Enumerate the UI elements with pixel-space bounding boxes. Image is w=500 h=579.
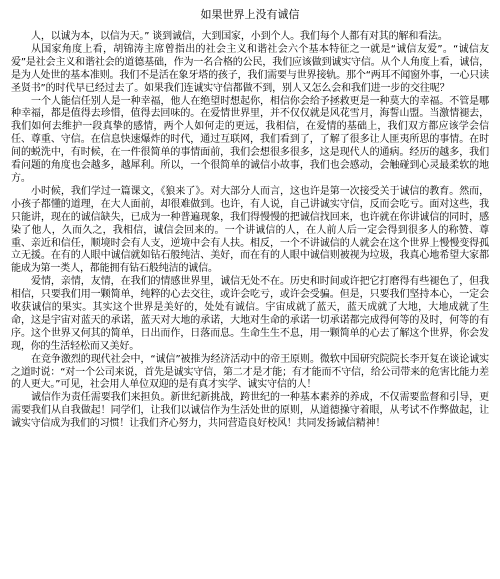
paragraph-4: 小时候，我们学过一篇课文，《狼来了》。对大部分人而言，这也许是第一次接受关于诚信的教育。然而，小孩子都懂的道理，在大人面前，却很难做到。也许，有人说，自己讲诚实守信，反而会吃亏。面对这些，我只能讲，现在的诚信缺失，已成为一种普遍现象，我们得慢慢的把诚信找回来，也许就在你讲诚信的同时，感染了他人，久而久之，我相信，诚信会回来的。一个讲诚信的人，在人前人后一定会得到很多人的称赞、尊重、亲近和信任，顺境时会有人支，逆境中会有人扶。相反，一个不讲诚信的人就会在这个世界上慢慢变得孤立无援。在有的人眼中诚信就如钻石般纯洁、美好，而在有的人眼中诚信则被视为垃圾，我真心地希望大家都能成为第一类人，都能拥有钻石般纯洁的诚信。 (11, 185, 489, 275)
paragraph-7: 诚信作为责任需要我们来担负。新世纪新挑战，跨世纪的一种基本素养的养成，不仅需要监督和引导，更需要我们从自我做起！同学们，让我们以诚信作为生活处世的原则，从道德操守着眼，从考试不作弊做起，让诚实守信成为我们的习惯！让我们齐心努力，共同营造良好校风！共同发扬诚信精神！ (11, 392, 489, 430)
paragraph-5: 爱情，亲情，友情，在我们的情感世界里，诚信无处不在。历史和时间或许把它打磨得有些褪色了，但我相信，只要我们用一颗简单，纯粹的心去交往，或许会吃亏，或许会受骗。但是，只要我们坚持本心，一定会收获诚信的果实。其实这个世界是美好的，处处有诚信。宇宙成就了蓝天，蓝天成就了大地，大地成就了生命，这是宇宙对蓝天的承诺，蓝天对大地的承诺，大地对生命的承诺一切承诺都完成得何等的及时，何等的有序。这个世界又何其的简单，日出而作，日落而息。生命生生不息，用一颗简单的心去了解这个世界，你会发现，你的生活轻松而又美好。 (11, 276, 489, 352)
paragraph-6: 在竞争激烈的现代社会中，“诚信”被推为经济活动中的帝王原则。微软中国研究院院长李开复在谈论诚实之道时说：“对一个公司来说，首先是诚实守信，第二才是才能；有才能而不守信，给公司带来的危害比能力差的人更大。”可见，社会用人单位双迎的是有真才实学、诚实守信的人！ (11, 353, 489, 391)
paragraph-2: 从国家角度上看，胡锦涛主席曾指出的社会主义和谐社会六个基本特征之一就是“诚信友爱”。“诚信友爱”是社会主义和谐社会的道德基础，作为一名合格的公民，我们应该做到诚实守信。从个人角度上看，诚信，是为人处世的基本准则。我们不是活在象牙塔的孩子，我们需要与世界接轨。那个“两耳不闻窗外事，一心只读圣贤书”的时代早已经过去了。如果我们连诚实守信都做不到，别人又怎么会和我们进一步的交往呢？ (11, 43, 489, 94)
paragraph-1: 人，以诚为本，以信为天。” 谈到诚信，大到国家，小到个人。我们每个人都有对其的解和看法。 (31, 31, 448, 42)
document-title: 如果世界上没有诚信 (200, 8, 300, 21)
paragraph-3: 一个人能信任别人是一种幸福，他人在绝望时想起你，相信你会给予拯救更是一种莫大的幸福。不管是哪种幸福，都是值得去珍惜，值得去回味的。在爱情世界里，并不仅仅就是风花雪月，海誓山盟。当激情褪去，我们如何去维护一段真挚的感情，两个人如何走的更远，我相信，在爱情的基础上，我们双方都应该学会信任、尊重、守信。在信息快速爆炸的时代，通过互联网，我们看到了，了解了很多让人匪夷所思的事情。在时间的蜕洗中，有时候，在一件很简单的事情面前，我们会想很多很多，这是现代人的通病。经历的越多，我们看问题的角度也会越多，越犀利。所以，一个很简单的诚信小故事，我们也会感动，会触碰到心灵最柔软的地方。 (11, 95, 489, 184)
